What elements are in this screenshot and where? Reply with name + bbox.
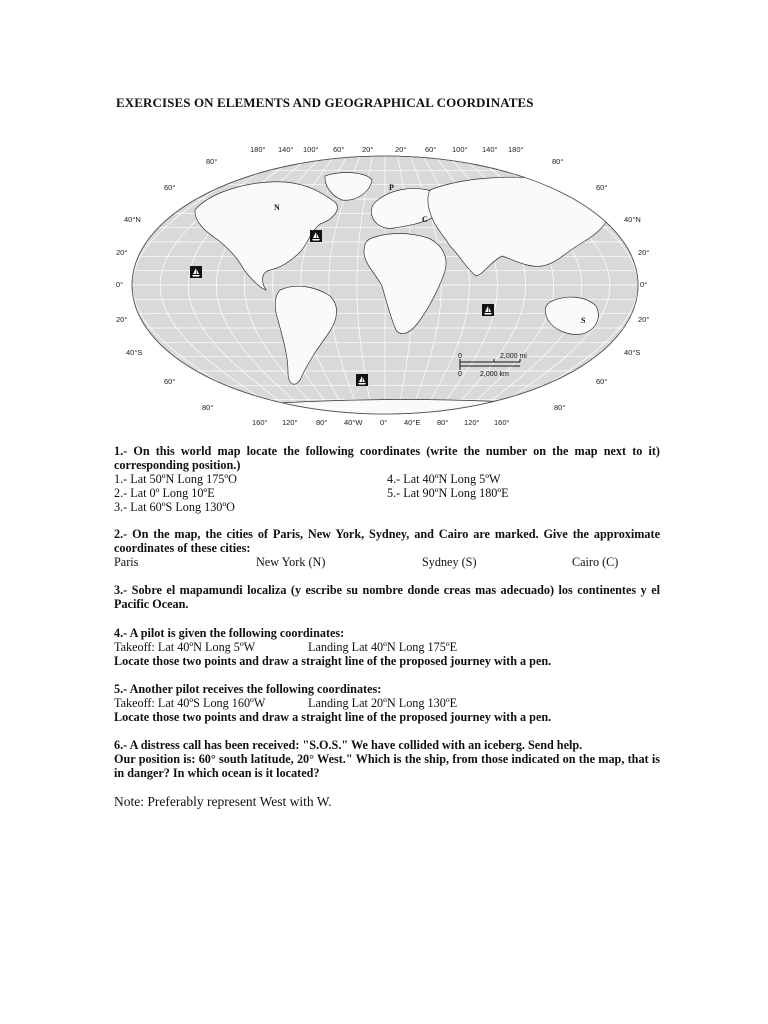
- bottom-lon-label: 40°W: [344, 418, 363, 427]
- landing-coords: Landing Lat 40ºN Long 175ºE: [308, 640, 458, 654]
- right-lat-label: 60°: [596, 377, 608, 386]
- city-new-york: New York (N): [256, 555, 326, 569]
- right-lat-label: 40°S: [624, 348, 641, 357]
- bottom-lon-label: 160°: [252, 418, 268, 427]
- left-lat-label: 40°N: [124, 215, 141, 224]
- left-lat-label: 80°: [206, 157, 218, 166]
- coordinate-item: 3.- Lat 60ºS Long 130ºO: [114, 500, 235, 514]
- note: Note: Preferably represent West with W.: [114, 794, 332, 809]
- question-1-items: [114, 472, 660, 514]
- question-5-heading: 5.- Another pilot receives the following coordinates:: [114, 682, 382, 696]
- scale-zero-km: 0: [458, 371, 462, 378]
- scale-miles-label: 2,000 mi: [500, 353, 527, 360]
- takeoff-coords: Takeoff: Lat 40ºS Long 160ºW: [114, 696, 266, 710]
- question-2: [114, 527, 660, 569]
- bottom-lon-label: 120°: [282, 418, 298, 427]
- coordinate-item: 5.- Lat 90ºN Long 180ºE: [387, 486, 509, 500]
- bottom-lon-label: 0°: [380, 418, 388, 427]
- top-lon-label: 60°: [425, 145, 437, 154]
- top-lon-label: 180°: [250, 145, 266, 154]
- top-lon-label: 100°: [303, 145, 319, 154]
- top-lon-label: 20°: [395, 145, 407, 154]
- top-lon-label: 100°: [452, 145, 468, 154]
- question-4-heading: 4.- A pilot is given the following coordinates:: [114, 626, 345, 640]
- right-lat-label: 20°: [638, 248, 650, 257]
- city-sydney: Sydney (S): [422, 555, 477, 569]
- question-4: [114, 626, 660, 668]
- top-lon-label: 20°: [362, 145, 374, 154]
- city-label-paris: P: [389, 183, 394, 192]
- question-5: [114, 682, 660, 724]
- question-6-line-1: 6.- A distress call has been received: "S.O.S." We have collided with an iceberg. Send help.: [114, 738, 583, 752]
- top-lon-label: 60°: [333, 145, 345, 154]
- right-lat-label: 60°: [596, 183, 608, 192]
- left-lat-label: 60°: [164, 377, 176, 386]
- question-5-coords: [114, 696, 660, 710]
- city-label-sydney: S: [581, 316, 586, 325]
- question-2-heading: 2.- On the map, the cities of Paris, New York, Sydney, and Cairo are marked. Give the approximate coordinates of these cities:: [114, 527, 660, 555]
- ship-icon: [356, 374, 368, 386]
- question-5-instruction: Locate those two points and draw a straight line of the proposed journey with a pen.: [114, 710, 552, 724]
- city-label-new-york: N: [274, 203, 280, 212]
- right-lat-label: 40°N: [624, 215, 641, 224]
- landing-coords: Landing Lat 20ºN Long 130ºE: [308, 696, 458, 710]
- right-lat-label: 80°: [552, 157, 564, 166]
- top-lon-label: 180°: [508, 145, 524, 154]
- right-lat-label: 20°: [638, 315, 650, 324]
- right-lat-label: 0°: [640, 280, 648, 289]
- scale-km-label: 2,000 km: [480, 371, 509, 378]
- left-lat-label: 60°: [164, 183, 176, 192]
- world-map: [110, 140, 660, 430]
- bottom-lon-label: 80°: [316, 418, 328, 427]
- question-3: 3.- Sobre el mapamundi localiza (y escribe su nombre donde creas mas adecuado) los continentes y el Pacific Ocean.: [114, 583, 660, 611]
- bottom-lon-label: 160°: [494, 418, 510, 427]
- city-paris: Paris: [114, 555, 139, 569]
- scale-zero-miles: 0: [458, 353, 462, 360]
- takeoff-coords: Takeoff: Lat 40ºN Long 5ºW: [114, 640, 256, 654]
- top-lon-label: 140°: [278, 145, 294, 154]
- question-6-line-2: Our position is: 60° south latitude, 20° West." Which is the ship, from those indicated on the map, that is in danger? In which ocean is it located?: [114, 752, 660, 780]
- top-lon-label: 140°: [482, 145, 498, 154]
- city-cairo: Cairo (C): [572, 555, 619, 569]
- left-lat-label: 80°: [202, 403, 214, 412]
- left-lat-label: 20°: [116, 248, 128, 257]
- ship-icon: [310, 230, 322, 242]
- right-lat-label: 80°: [554, 403, 566, 412]
- bottom-lon-label: 80°: [437, 418, 449, 427]
- question-4-coords: [114, 640, 660, 654]
- question-4-instruction: Locate those two points and draw a straight line of the proposed journey with a pen.: [114, 654, 552, 668]
- left-lat-label: 20°: [116, 315, 128, 324]
- question-1: [114, 444, 660, 514]
- ship-icon: [190, 266, 202, 278]
- left-lat-label: 40°S: [126, 348, 143, 357]
- coordinate-item: 1.- Lat 50ºN Long 175ºO: [114, 472, 237, 486]
- bottom-lon-label: 40°E: [404, 418, 421, 427]
- city-label-cairo: C: [422, 215, 428, 224]
- question-6: [114, 738, 660, 780]
- city-list: [114, 555, 660, 569]
- page-title: EXERCISES ON ELEMENTS AND GEOGRAPHICAL COORDINATES: [116, 95, 534, 110]
- coordinate-item: 2.- Lat 0º Long 10ºE: [114, 486, 215, 500]
- coordinate-item: 4.- Lat 40ºN Long 5ºW: [387, 472, 501, 486]
- bottom-lon-label: 120°: [464, 418, 480, 427]
- left-lat-label: 0°: [116, 280, 124, 289]
- question-1-heading: 1.- On this world map locate the following coordinates (write the number on the map next to it) corresponding position.): [114, 444, 660, 472]
- ship-icon: [482, 304, 494, 316]
